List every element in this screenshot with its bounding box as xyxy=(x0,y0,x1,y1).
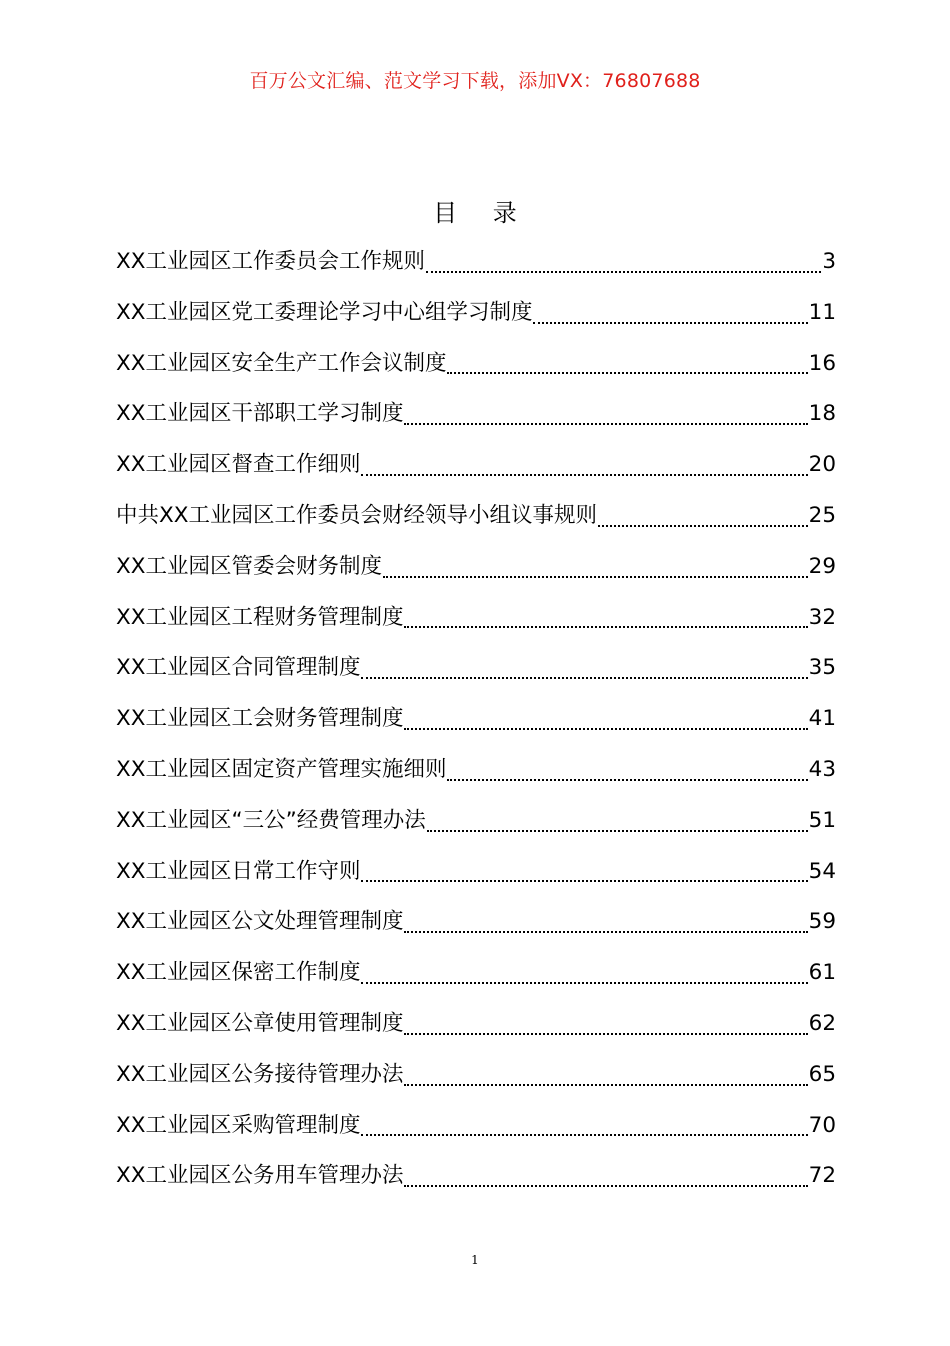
toc-entry[interactable] xyxy=(116,237,836,288)
toc-entry[interactable] xyxy=(116,897,836,948)
toc-entry-page: 29 xyxy=(808,553,836,579)
toc-entry[interactable] xyxy=(116,745,836,796)
dot-leader xyxy=(404,897,807,948)
dot-leader xyxy=(533,288,807,339)
toc-entry-title: XX工业园区公章使用管理制度 xyxy=(116,1010,404,1036)
toc-entry-page: 20 xyxy=(808,452,836,478)
toc-entry[interactable] xyxy=(116,948,836,999)
toc-entry[interactable] xyxy=(116,339,836,390)
dot-leader xyxy=(361,1101,807,1152)
toc-entry[interactable] xyxy=(116,593,836,644)
dot-leader xyxy=(361,643,807,694)
toc-entry-page: 25 xyxy=(808,502,836,528)
toc-entry-title: XX工业园区“三公”经费管理办法 xyxy=(116,807,426,833)
toc-entry-title: 中共XX工业园区工作委员会财经领导小组议事规则 xyxy=(116,502,597,528)
dot-leader xyxy=(426,237,821,288)
table-of-contents xyxy=(116,237,836,1202)
dot-leader xyxy=(427,796,808,847)
toc-entry[interactable] xyxy=(116,440,836,491)
toc-entry-page: 65 xyxy=(808,1061,836,1087)
toc-entry-title: XX工业园区保密工作制度 xyxy=(116,960,361,986)
dot-leader xyxy=(404,694,807,745)
toc-entry-page: 35 xyxy=(808,655,836,681)
toc-entry-page: 61 xyxy=(808,960,836,986)
toc-entry[interactable] xyxy=(116,999,836,1050)
dot-leader xyxy=(404,593,807,644)
toc-entry-page: 11 xyxy=(808,299,836,325)
toc-entry-title: XX工业园区安全生产工作会议制度 xyxy=(116,350,447,376)
toc-entry-page: 16 xyxy=(808,350,836,376)
toc-entry-page: 3 xyxy=(822,249,836,274)
toc-entry[interactable] xyxy=(116,796,836,847)
toc-entry-page: 72 xyxy=(808,1163,836,1189)
dot-leader xyxy=(361,948,807,999)
dot-leader xyxy=(404,1050,807,1101)
toc-entry-page: 54 xyxy=(808,858,836,884)
toc-entry-page: 51 xyxy=(808,807,836,833)
toc-entry-page: 62 xyxy=(808,1010,836,1036)
dot-leader xyxy=(447,745,807,796)
toc-entry[interactable] xyxy=(116,1151,836,1202)
toc-entry[interactable] xyxy=(116,491,836,542)
toc-entry[interactable] xyxy=(116,694,836,745)
toc-entry-title: XX工业园区工作委员会工作规则 xyxy=(116,249,425,274)
toc-entry-page: 70 xyxy=(808,1112,836,1138)
toc-entry-title: XX工业园区督查工作细则 xyxy=(116,452,361,478)
toc-entry-page: 43 xyxy=(808,756,836,782)
toc-entry-page: 59 xyxy=(808,909,836,935)
toc-entry[interactable] xyxy=(116,542,836,593)
toc-entry[interactable] xyxy=(116,643,836,694)
dot-leader xyxy=(361,440,807,491)
dot-leader xyxy=(598,491,808,542)
toc-entry-title: XX工业园区公文处理管理制度 xyxy=(116,909,404,935)
toc-entry-page: 18 xyxy=(808,401,836,427)
toc-entry-title: XX工业园区工会财务管理制度 xyxy=(116,706,404,732)
page-number: 1 xyxy=(471,1253,479,1267)
toc-entry[interactable] xyxy=(116,847,836,898)
toc-entry-page: 41 xyxy=(808,706,836,732)
toc-entry-title: XX工业园区干部职工学习制度 xyxy=(116,401,404,427)
toc-entry-title: XX工业园区公务接待管理办法 xyxy=(116,1061,404,1087)
toc-entry-title: XX工业园区党工委理论学习中心组学习制度 xyxy=(116,299,533,325)
dot-leader xyxy=(361,847,807,898)
toc-entry[interactable] xyxy=(116,288,836,339)
toc-entry-title: XX工业园区日常工作守则 xyxy=(116,858,361,884)
dot-leader xyxy=(383,542,808,593)
dot-leader xyxy=(447,339,807,390)
toc-entry-title: XX工业园区采购管理制度 xyxy=(116,1112,361,1138)
header-banner: 百万公文汇编、范文学习下载，添加VX：76807688 xyxy=(249,70,701,92)
toc-entry-page: 32 xyxy=(808,604,836,630)
toc-entry[interactable] xyxy=(116,1050,836,1101)
toc-title: 目 录 xyxy=(433,199,531,227)
dot-leader xyxy=(404,389,807,440)
toc-entry[interactable] xyxy=(116,1101,836,1152)
dot-leader xyxy=(404,999,807,1050)
dot-leader xyxy=(404,1151,807,1202)
toc-entry[interactable] xyxy=(116,389,836,440)
toc-entry-title: XX工业园区管委会财务制度 xyxy=(116,553,382,579)
toc-entry-title: XX工业园区合同管理制度 xyxy=(116,655,361,681)
toc-entry-title: XX工业园区工程财务管理制度 xyxy=(116,604,404,630)
toc-entry-title: XX工业园区固定资产管理实施细则 xyxy=(116,756,447,782)
toc-entry-title: XX工业园区公务用车管理办法 xyxy=(116,1163,404,1189)
